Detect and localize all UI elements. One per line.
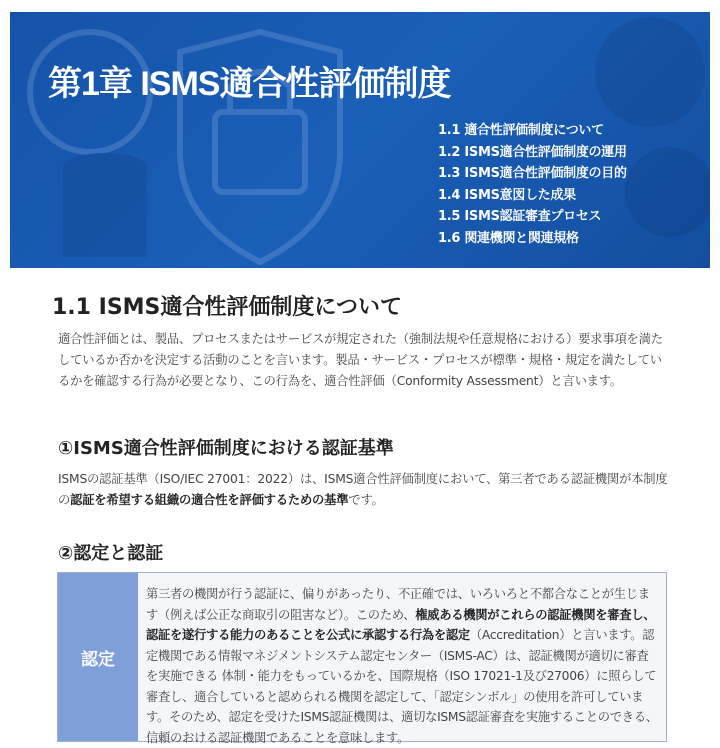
emphasis-text: 権威ある機関がこれらの認証機関を審査し、認証を遂行する能力のあることを公式に承認する行為を認定 xyxy=(146,607,656,642)
subsection-heading-criteria: ①ISMS適合性評価制度における認証基準 xyxy=(58,438,394,459)
toc-item[interactable]: 1.4 ISMS意図した成果 xyxy=(438,187,576,203)
intro-paragraph: 適合性評価とは、製品、プロセスまたはサービスが規定された（強制法規や任意規格における）要求事項を満たしているか否かを決定する活動のことを言います。製品・サービス・プロセスが標準・規格・規定を満たしているかを確認する行為が必要となり、この行為を、適合性評価（Conformity Assessment）と言います。 xyxy=(58,332,663,388)
toc-item[interactable]: 1.1 適合性評価制度について xyxy=(438,123,604,138)
toc-item[interactable]: 1.2 ISMS適合性評価制度の運用 xyxy=(438,144,627,160)
text: （Accreditation）と言います。認定機関である情報マネジメントシステム認定センター（ISMS-AC）は、認証機関が適切に審査を実施できる 体制・能力をもっているかを、国際規格（ISO 17021-1及び27006）に照らして審査し、適合していると認められる機関を認定して、「認定シンボル」の使用を許可しています。そのため、認定を受けたISMS認証機関は、適切なISMS認証審査を実施することのできる、信頼のおける認証機関であることを意味します。 xyxy=(146,628,658,745)
chapter-title: 第1章 ISMS適合性評価制度 xyxy=(48,65,451,103)
text: 第三者の機関が行う認証に、偏りがあったり、不正確では、いろいろと不都合なことが生じます（例えば公正な商取引の阻害など）。このため、 xyxy=(146,587,650,622)
emphasis-text: 認証を希望する組織の適合性を評価するための基準 xyxy=(70,493,349,507)
text: です。 xyxy=(348,493,384,507)
toc-item[interactable]: 1.6 関連機関と関連規格 xyxy=(438,230,579,246)
toc-item[interactable]: 1.5 ISMS認証審査プロセス xyxy=(438,209,602,225)
accreditation-table xyxy=(57,572,667,745)
text: ISMSの認証基準（ISO/IEC 27001：2022）は、ISMS適合性評価制度において、第三者である認証機関が本制度の xyxy=(58,472,668,507)
table-label: 認定 xyxy=(58,573,138,741)
criteria-paragraph xyxy=(58,469,668,511)
table-of-contents xyxy=(438,120,627,250)
subsection-heading-accreditation: ②認定と認証 xyxy=(58,543,164,564)
toc-item[interactable]: 1.3 ISMS適合性評価制度の目的 xyxy=(438,166,627,182)
chapter-banner xyxy=(10,12,710,268)
section-heading: 1.1 ISMS適合性評価制度について xyxy=(52,295,402,320)
table-cell xyxy=(138,573,666,745)
